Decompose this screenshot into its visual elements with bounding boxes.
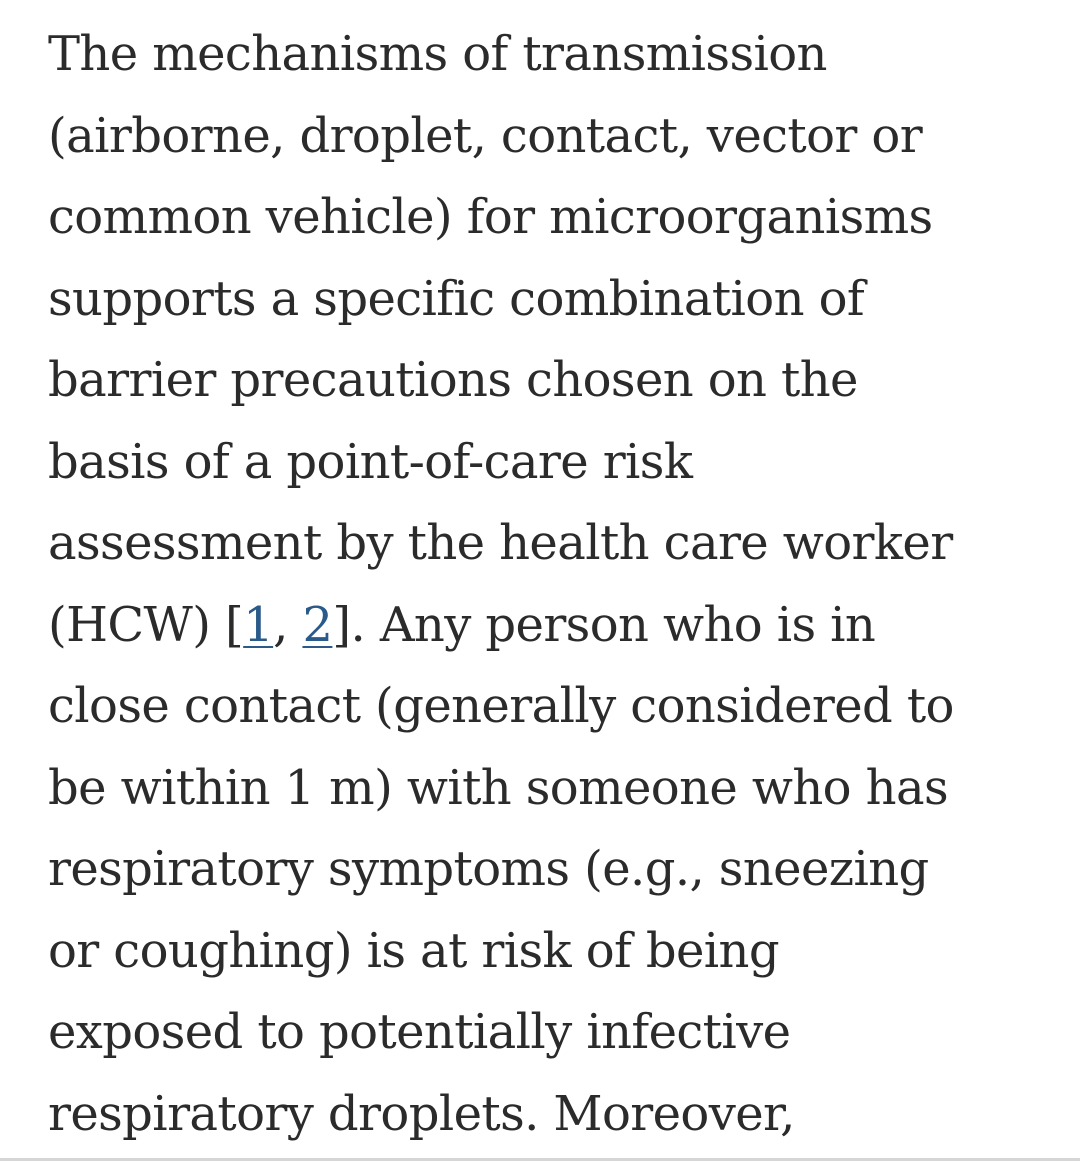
citation-prefix-text: (HCW) [ — [48, 596, 244, 653]
paragraph-line: assessment by the health care worker — [48, 515, 953, 571]
paragraph-line: respiratory symptoms (e.g., sneezing — [48, 841, 929, 897]
citation-separator-text: , — [273, 596, 303, 653]
paragraph-line: supports a specific combination of — [48, 270, 865, 327]
citation-suffix-text: ]. Any person who is in — [332, 596, 876, 653]
paragraph-line: basis of a point-of-care risk — [48, 433, 693, 490]
paragraph-line: barrier precautions chosen on the — [48, 352, 858, 408]
paragraph-line: (airborne, droplet, contact, vector or — [48, 107, 923, 164]
reference-link-1[interactable]: 1 — [243, 596, 274, 653]
article-paragraph — [48, 14, 1058, 1155]
reference-link-2[interactable]: 2 — [302, 596, 333, 653]
paragraph-line-citation — [48, 585, 1058, 667]
paragraph-line: The mechanisms of transmission — [48, 26, 827, 82]
paragraph-line: respiratory droplets. Moreover, — [48, 1085, 795, 1142]
paragraph-line: or coughing) is at risk of being — [48, 922, 779, 979]
paragraph-line: exposed to potentially infective — [48, 1004, 791, 1060]
paragraph-line: be within 1 m) with someone who has — [48, 759, 949, 816]
paragraph-line: close contact (generally considered to — [48, 678, 954, 734]
paragraph-line: common vehicle) for microorganisms — [48, 189, 933, 245]
